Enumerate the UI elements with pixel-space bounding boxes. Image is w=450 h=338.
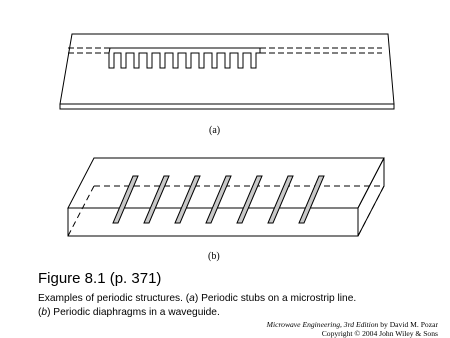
caption-line-2: (b) Periodic diaphragms in a waveguide. [38, 307, 220, 318]
waveguide-diagram [68, 158, 384, 236]
substrate-front-face [60, 104, 394, 109]
diaphragm [268, 176, 293, 223]
substrate-top-face [60, 34, 394, 104]
diaphragm [113, 176, 138, 223]
subfigure-label-a: (a) [209, 125, 221, 136]
figure-page-ref: (p. 371) [109, 270, 162, 287]
diaphragm [237, 176, 262, 223]
diaphragm [144, 176, 169, 223]
credit-line-1: Microwave Engineering, 3rd Edition by David M. Pozar [266, 320, 438, 329]
waveguide-diaphragms [113, 176, 324, 223]
credit-line-2: Copyright © 2004 John Wiley & Sons [321, 329, 438, 338]
waveguide-side-face [358, 158, 384, 236]
subfigure-label-b: (b) [208, 251, 220, 262]
figure-credit [267, 320, 438, 338]
figure-title [38, 270, 161, 287]
microstrip-diagram [60, 34, 394, 109]
caption-line-1: Examples of periodic structures. (a) Periodic stubs on a microstrip line. [38, 293, 357, 304]
figure-caption [38, 292, 356, 320]
diaphragm [175, 176, 200, 223]
diaphragm [206, 176, 231, 223]
figure-number: Figure 8.1 [38, 270, 106, 287]
diaphragm [299, 176, 324, 223]
